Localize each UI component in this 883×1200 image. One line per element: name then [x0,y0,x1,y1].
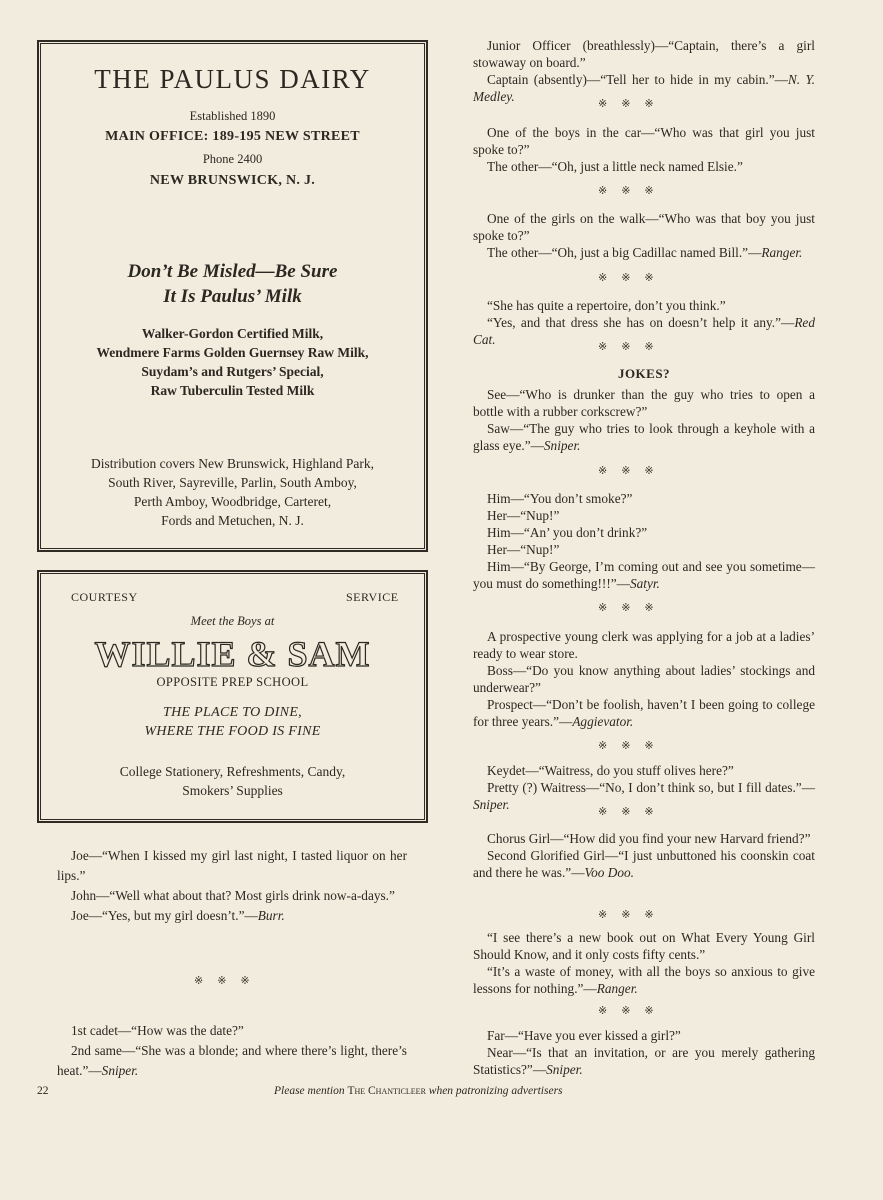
joke-text: Near—“Is that an invitation, or are you merely gathering Statistics?”— [473,1045,815,1077]
ornament-divider: ※※※ [598,185,668,197]
joke-line [473,524,815,541]
joke-line [473,558,815,592]
joke-text: The other—“Oh, just a little neck named Elsie.” [487,159,743,174]
joke-text: Captain (absently)—“Tell her to hide in my cabin.”— [487,72,788,87]
joke-line [473,158,815,175]
distribution-line: Fords and Metuchen, N. J. [161,513,304,528]
joke-text: Him—“By George, I’m coming out and see you sometime—you must do something!!!”— [473,559,815,591]
joke-line [473,662,815,696]
joke-text: Joe—“Yes, but my girl doesn’t.”— [71,908,258,923]
dairy-milk-list [37,324,428,400]
distribution-line: Distribution covers New Brunswick, Highland Park, [90,456,375,471]
joke-line [473,541,815,558]
joke-source: Ranger. [761,245,803,260]
footer-prefix: Please mention [274,1085,345,1097]
ad-offer-line-2: Smokers’ Supplies [182,783,283,798]
ad-meet: Meet the Boys at [190,614,275,628]
joke-line [57,846,407,886]
joke-text: Chorus Girl—“How did you find your new Harvard friend?” [487,831,811,846]
joke-line [473,507,815,524]
dairy-phone: Phone 2400 [202,152,263,166]
joke-line [473,386,815,420]
footer-suffix: when patronizing advertisers [428,1085,563,1097]
milk-line: Raw Tuberculin Tested Milk [150,383,315,398]
joke-line [473,628,815,662]
jokes-heading: JOKES? [617,366,671,381]
joke-text: The other—“Oh, just a big Cadillac named Bill.”— [487,245,762,260]
ornament-divider: ※※※ [598,98,668,110]
dairy-established: Established 1890 [189,109,276,123]
page-number: 22 [37,1085,49,1097]
dairy-distribution [37,454,428,530]
milk-line: Walker-Gordon Certified Milk, [141,326,324,341]
joke-line [473,1044,815,1078]
joke-source: Satyr. [629,576,660,591]
ornament-divider: ※※※ [598,909,668,921]
joke-text: Boss—“Do you know anything about ladies’ stockings and underwear?” [473,663,815,695]
milk-line: Wendmere Farms Golden Guernsey Raw Milk, [96,345,369,360]
joke-source: Voo Doo. [584,865,634,880]
joke-source: Aggievator. [572,714,634,729]
distribution-line: South River, Sayreville, Parlin, South Amboy, [108,475,357,490]
joke-text: “I see there’s a new book out on What Every Young Girl Should Know, and it only costs fifty cents.” [473,930,815,962]
joke [473,37,815,105]
joke-line [57,1041,407,1081]
joke-text: 1st cadet—“How was the date?” [71,1023,244,1038]
joke-text: Saw—“The guy who tries to look through a keyhole with a glass eye.”— [473,421,815,453]
joke-line [473,37,815,71]
joke [473,1027,815,1078]
joke [57,1021,407,1081]
joke [473,628,815,730]
joke-line [473,1027,815,1044]
joke-text: One of the boys in the car—“Who was that girl you just spoke to?” [473,125,815,157]
dairy-slogan [37,259,428,309]
joke-line [473,420,815,454]
ornament-divider: ※※※ [598,1005,668,1017]
joke-line [473,297,815,314]
joke-text: Her—“Nup!” [487,508,560,523]
ad-offer-line-1: College Stationery, Refreshments, Candy, [119,764,346,779]
joke-line [473,847,815,881]
dairy-city: NEW BRUNSWICK, N. J. [149,173,316,188]
joke [473,210,815,261]
joke-source: N. Y. Medley. [473,72,815,104]
ornament-divider: ※※※ [598,740,668,752]
ad-tagline [37,703,428,741]
joke-text: Far—“Have you ever kissed a girl?” [487,1028,681,1043]
joke [473,929,815,997]
joke-line [57,886,407,906]
ornament-divider: ※※※ [598,806,668,818]
joke-line [57,906,407,926]
ornament-divider: ※※※ [598,341,668,353]
ad-courtesy: COURTESY [71,590,138,604]
ornament-divider: ※※※ [194,975,264,987]
joke-line [473,830,815,847]
joke [473,386,815,454]
distribution-line: Perth Amboy, Woodbridge, Carteret, [133,494,332,509]
joke-text: Junior Officer (breathlessly)—“Captain, there’s a girl stowaway on board.” [473,38,815,70]
joke-text: Him—“An’ you don’t drink?” [487,525,648,540]
ad-tagline-line-2: WHERE THE FOOD IS FINE [144,724,321,739]
ad-location: OPPOSITE PREP SCHOOL [156,675,309,689]
ornament-divider: ※※※ [598,602,668,614]
milk-line: Suydam’s and Rutgers’ Special, [141,364,324,379]
joke-line [473,210,815,244]
joke-line [473,696,815,730]
joke [473,124,815,175]
dairy-title: THE PAULUS DAIRY [94,64,371,94]
joke-text: Joe—“When I kissed my girl last night, I tasted liquor on her lips.” [57,848,407,883]
ad-tagline-line-1: THE PLACE TO DINE, [163,705,302,720]
joke [473,830,815,881]
joke-text: 2nd same—“She was a blonde; and where there’s light, there’s heat.”— [57,1043,407,1078]
joke [57,846,407,926]
dairy-slogan-line-1: Don’t Be Misled—Be Sure [127,261,338,282]
joke-text: Second Glorified Girl—“I just unbuttoned his coonskin coat and there he was.”— [473,848,815,880]
ad-offerings [37,762,428,800]
joke-source: Ranger. [596,981,638,996]
willie-sam-title: WILLIE & SAM [94,634,371,674]
dairy-main-office: MAIN OFFICE: 189-195 NEW STREET [105,129,360,144]
ornament-divider: ※※※ [598,272,668,284]
footer-magazine: The Chanticleer [347,1085,426,1097]
joke-text: Her—“Nup!” [487,542,560,557]
joke-text: “It’s a waste of money, with all the boys so anxious to give lessons for nothing.”— [473,964,815,996]
joke-text: Keydet—“Waitress, do you stuff olives here?” [487,763,734,778]
joke-text: A prospective young clerk was applying for a job at a ladies’ ready to wear store. [473,629,815,661]
joke [473,490,815,592]
joke-line [473,762,815,779]
joke-text: See—“Who is drunker than the guy who tries to open a bottle with a rubber corkscrew?” [473,387,815,419]
joke-text: Him—“You don’t smoke?” [487,491,633,506]
joke-line [473,490,815,507]
joke-source: Red Cat. [473,315,815,347]
joke-line [473,244,815,261]
joke-line [473,124,815,158]
ad-service: SERVICE [346,590,399,604]
joke-source: Sniper. [101,1063,139,1078]
joke-source: Burr. [257,908,285,923]
joke-line [473,929,815,963]
dairy-slogan-line-2: It Is Paulus’ Milk [163,286,302,307]
joke-text: “Yes, and that dress she has on doesn’t help it any.”— [487,315,795,330]
joke-text: Pretty (?) Waitress—“No, I don’t think so, but I fill dates.”— [487,780,815,795]
joke-line [473,963,815,997]
joke-text: John—“Well what about that? Most girls drink now-a-days.” [71,888,395,903]
joke-text: “She has quite a repertoire, don’t you think.” [487,298,726,313]
joke-source: Sniper. [546,1062,583,1077]
joke-text: One of the girls on the walk—“Who was that boy you just spoke to?” [473,211,815,243]
joke-line [57,1021,407,1041]
joke-source: Sniper. [473,797,510,812]
ornament-divider: ※※※ [598,465,668,477]
footer-note [274,1085,563,1097]
joke-source: Sniper. [543,438,581,453]
joke-text: Prospect—“Don’t be foolish, haven’t I been going to college for three years.”— [473,697,815,729]
